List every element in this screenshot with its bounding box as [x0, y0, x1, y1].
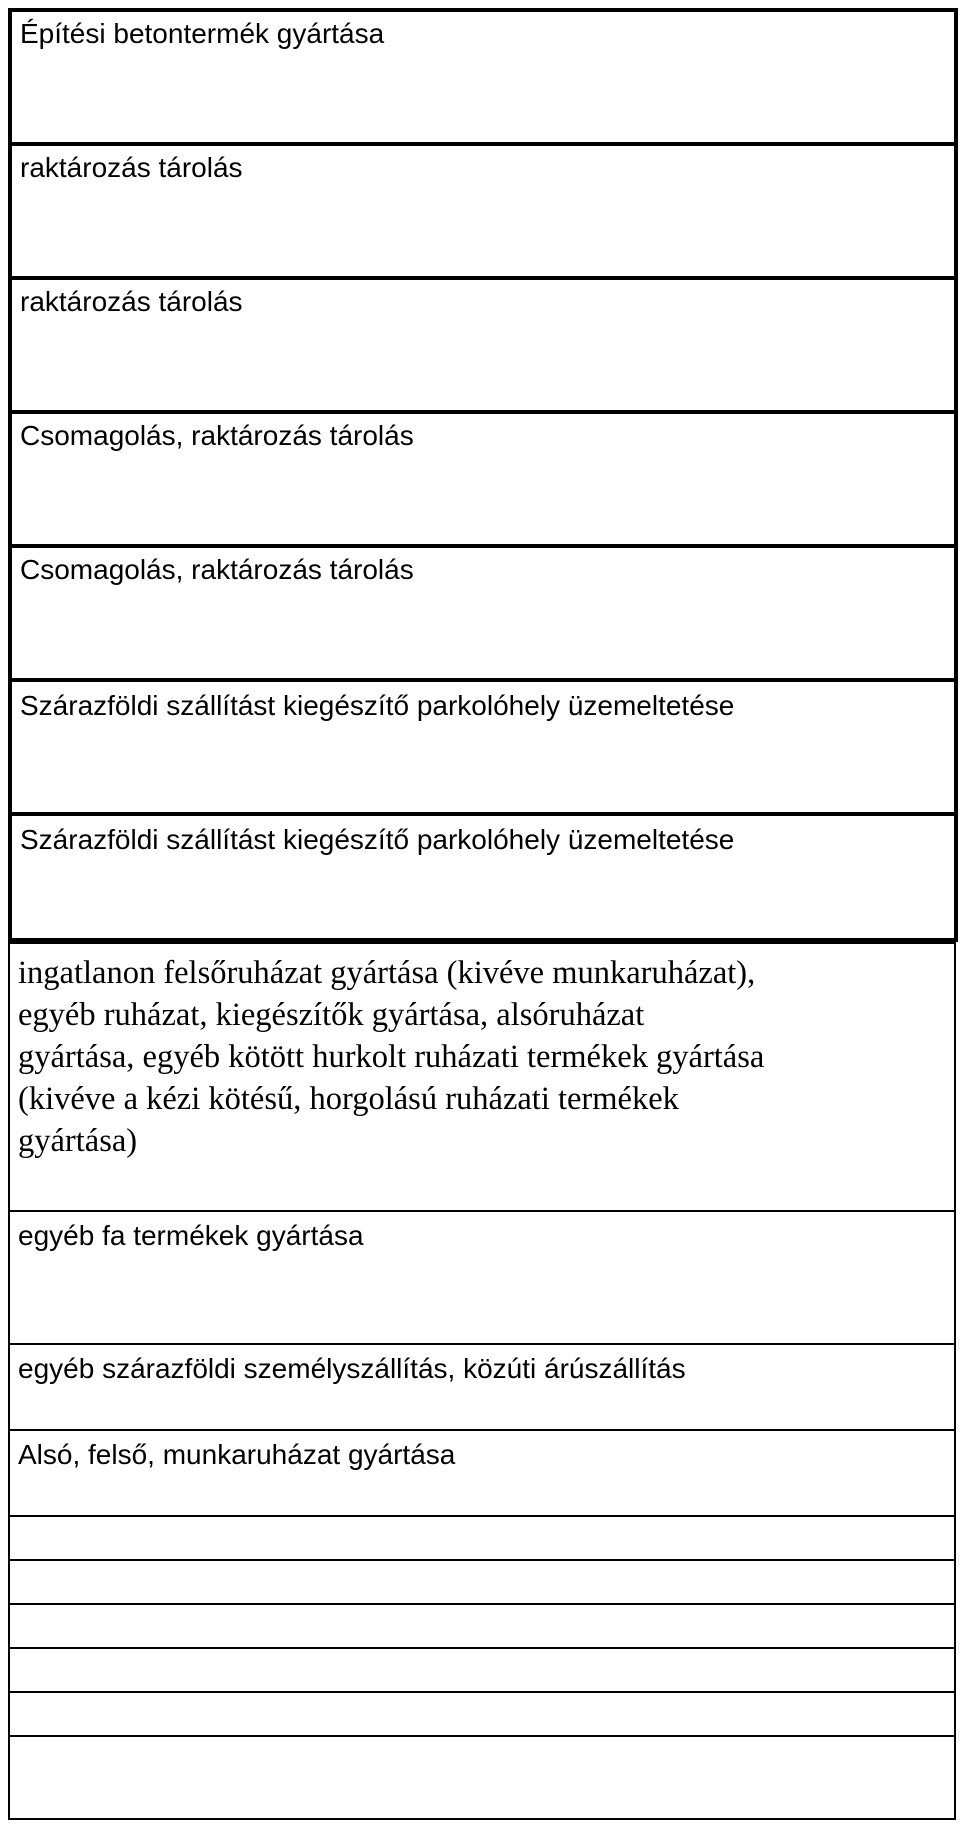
table-row: [8, 410, 958, 548]
row-text: Szárazföldi szállítást kiegészítő parkolóhely üzemeltetése: [20, 690, 735, 721]
table-row: [8, 812, 958, 942]
row-text-multiline: ingatlanon felsőruházat gyártása (kivéve munkaruházat), egyéb ruházat, kiegészítők gyártása, alsóruházat gyártása, egyéb kötött hurkolt ruházati termékek gyártása (kivéve a kézi kötésű, horgolású ruházati termékek gyártása): [18, 955, 765, 1159]
table-row: [8, 276, 958, 414]
row-text: Csomagolás, raktározás tárolás: [20, 554, 414, 585]
table-row: [8, 1647, 956, 1693]
row-text: Építési betontermék gyártása: [20, 18, 385, 49]
row-text: Szárazföldi szállítást kiegészítő parkolóhely üzemeltetése: [20, 824, 735, 855]
table-row: [8, 1429, 956, 1517]
row-text: raktározás tárolás: [20, 152, 243, 183]
row-text: egyéb szárazföldi személyszállítás, közúti árúszállítás: [18, 1353, 686, 1384]
table-row: [8, 1343, 956, 1431]
table-row: [8, 1603, 956, 1649]
row-text: Csomagolás, raktározás tárolás: [20, 420, 414, 451]
table-row: [8, 942, 956, 1212]
table-row: [8, 544, 958, 682]
row-text: Alsó, felső, munkaruházat gyártása: [18, 1439, 456, 1470]
row-text: egyéb fa termékek gyártása: [18, 1220, 364, 1251]
table-row: [8, 1515, 956, 1561]
table-row: [8, 1691, 956, 1737]
table-row: [8, 1735, 956, 1820]
table-row: [8, 142, 958, 280]
table-row: [8, 1210, 956, 1345]
table-row: [8, 8, 958, 146]
table-row: [8, 1559, 956, 1605]
row-text: raktározás tárolás: [20, 286, 243, 317]
table-row: [8, 678, 958, 816]
